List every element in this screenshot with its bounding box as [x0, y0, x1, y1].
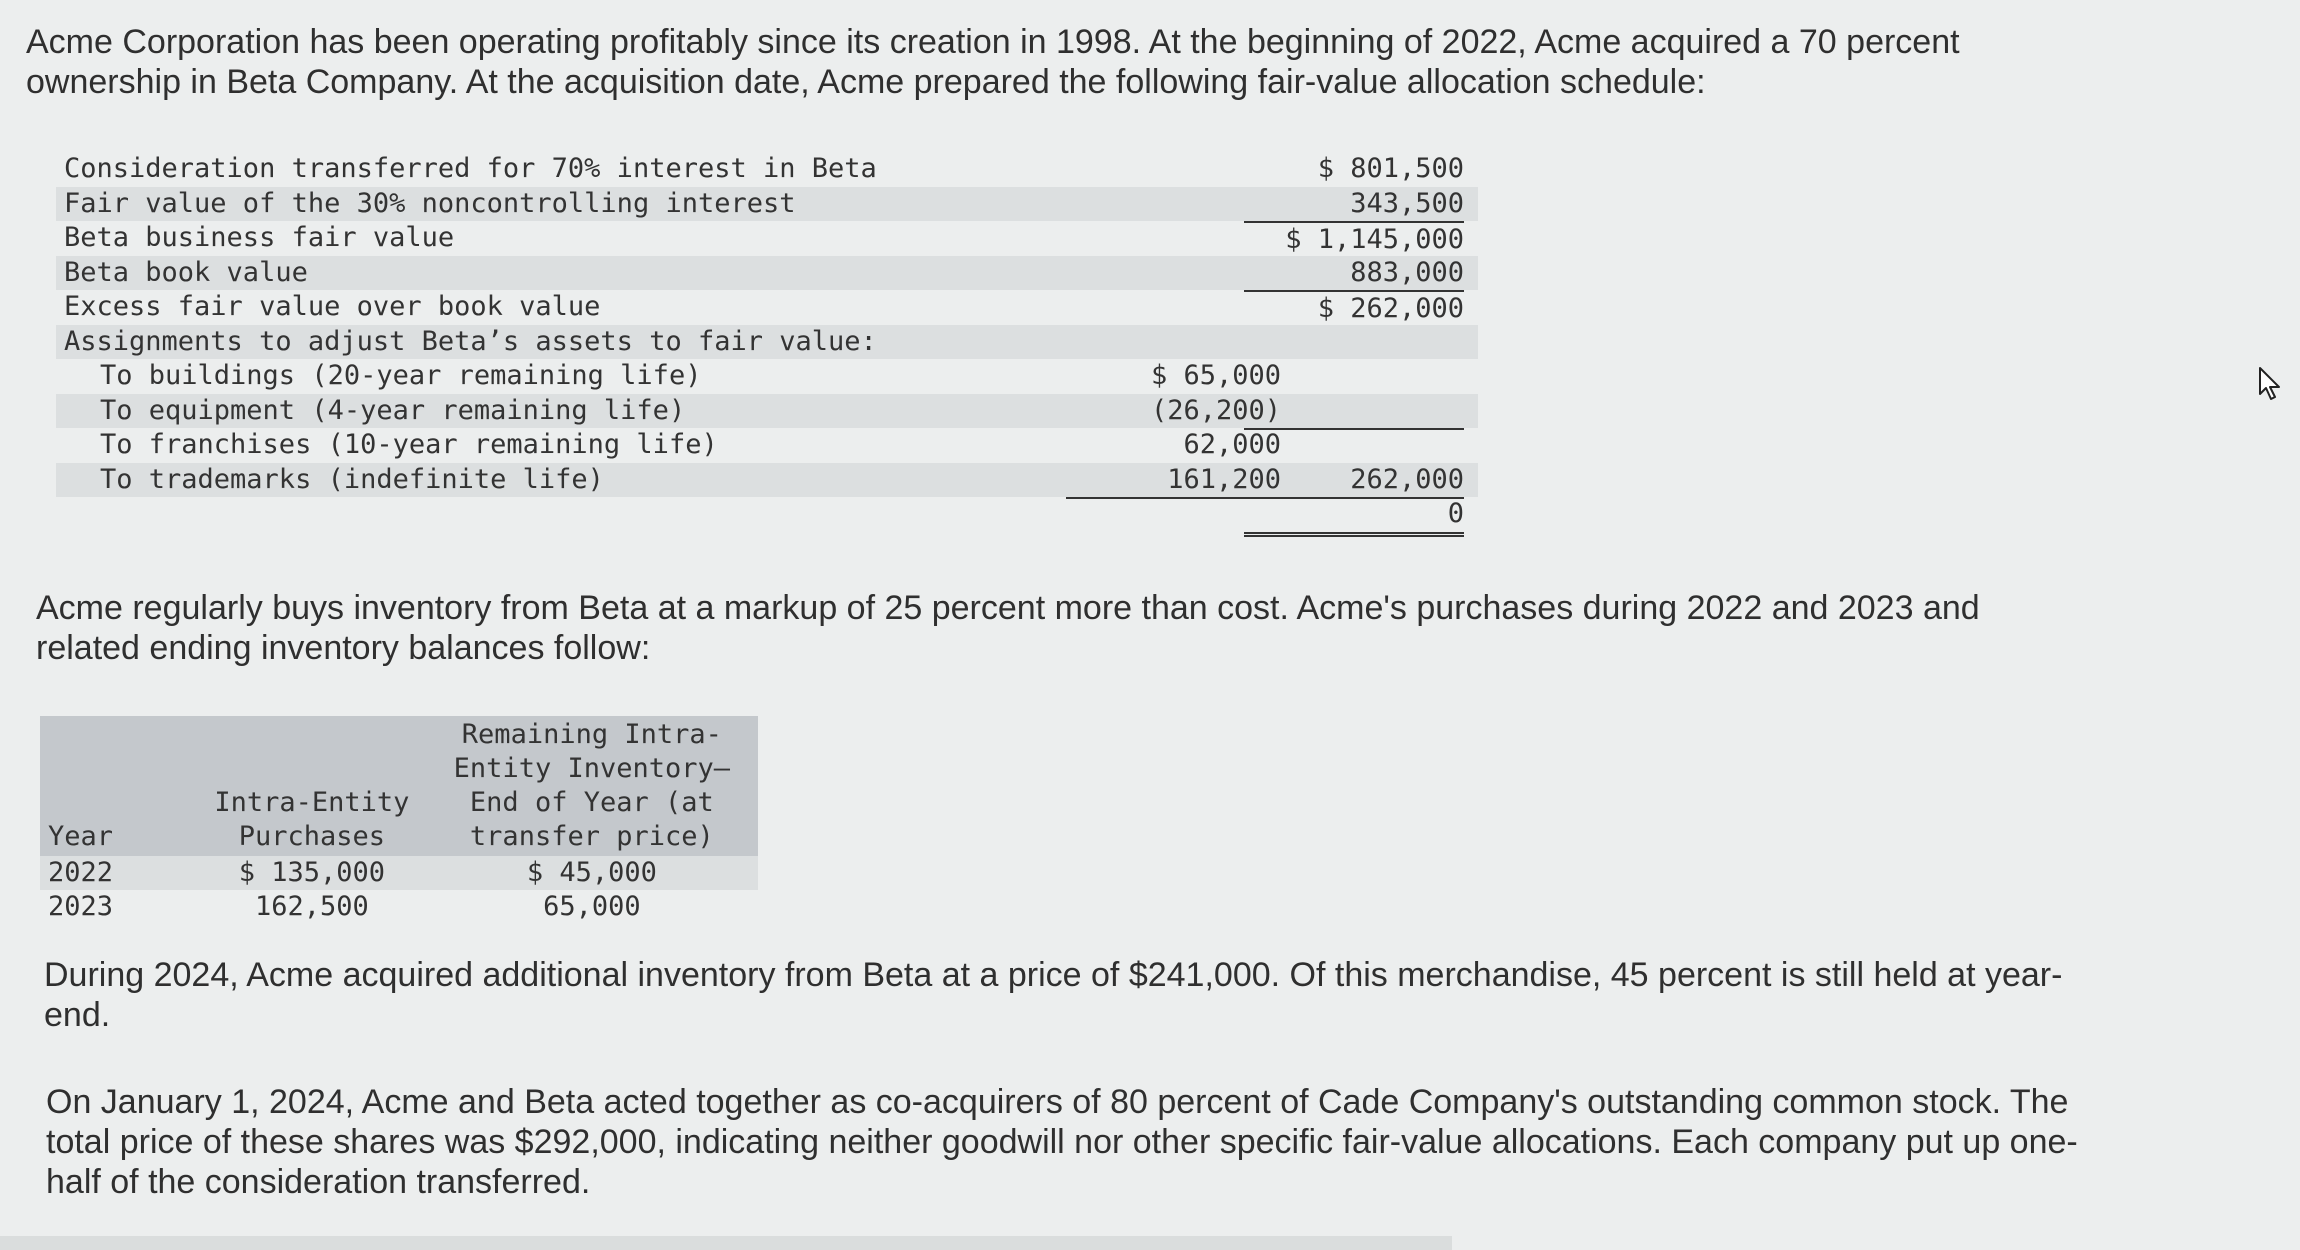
schedule-col2 — [1244, 428, 1464, 430]
schedule-row — [56, 428, 1478, 463]
schedule-row — [56, 187, 1478, 222]
inventory-remaining: $ 45,000 — [426, 856, 758, 890]
inventory-header-row — [40, 716, 758, 856]
schedule-label: Fair value of the 30% noncontrolling interest — [64, 187, 796, 219]
schedule-row — [56, 256, 1478, 291]
schedule-col1: (26,200) — [1150, 394, 1281, 426]
year-2024-paragraph: During 2024, Acme acquired additional inventory from Beta at a price of $241,000. Of this merchandise, 45 percent is still held at year-end. — [44, 956, 2063, 1034]
schedule-label: To equipment (4-year remaining life) — [100, 394, 686, 426]
schedule-label: Beta business fair value — [64, 222, 455, 253]
schedule-row — [56, 221, 1478, 256]
cade-paragraph: On January 1, 2024, Acme and Beta acted together as co-acquirers of 80 percent of Cade Company's outstanding common stock. The total price of these shares was $292,000, indicating neither goodwill nor other specific fair-value allocations. Each company put up one-half of the consideration transferred. — [46, 1083, 2078, 1201]
schedule-label: Assignments to adjust Beta’s assets to fair value: — [64, 325, 877, 357]
inventory-header-year: Year — [40, 716, 198, 856]
schedule-col2: 262,000 — [1244, 463, 1464, 500]
inventory-remaining: 65,000 — [543, 891, 641, 922]
bottom-scroll-area — [0, 1236, 1452, 1250]
schedule-label: To buildings (20-year remaining life) — [100, 360, 702, 391]
inventory-header-remaining: Remaining Intra-Entity Inventory—End of Year (at transfer price) — [426, 716, 758, 856]
schedule-row — [56, 152, 1478, 187]
table-row — [40, 856, 758, 890]
intro-paragraph: Acme Corporation has been operating profitably since its creation in 1998. At the beginning of 2022, Acme acquired a 70 percent ownership in Beta Company. At the acquisition date, Acme prepared the following fair-value allocation schedule: — [26, 23, 1960, 101]
schedule-label: Excess fair value over book value — [64, 291, 601, 322]
inventory-table — [40, 716, 758, 924]
schedule-row — [56, 463, 1478, 498]
schedule-label: Beta book value — [64, 256, 308, 288]
inventory-purchases: 162,500 — [254, 891, 369, 922]
inventory-year: 2022 — [40, 856, 198, 890]
schedule-row — [56, 497, 1478, 532]
schedule-col1: 62,000 — [1183, 429, 1281, 460]
schedule-row — [56, 290, 1478, 325]
mouse-pointer-icon — [2258, 366, 2284, 402]
schedule-col1: $ 65,000 — [1150, 360, 1281, 391]
schedule-row — [56, 359, 1478, 394]
schedule-label: Consideration transferred for 70% interest in Beta — [64, 153, 877, 184]
schedule-row — [56, 394, 1478, 429]
schedule-col2: 343,500 — [1350, 187, 1464, 219]
schedule-col2: $ 1,145,000 — [1244, 221, 1464, 258]
fair-value-allocation-schedule — [56, 152, 1478, 532]
schedule-col1: 161,200 — [1066, 463, 1281, 500]
inventory-header-purchases: Intra-Entity Purchases — [198, 716, 426, 856]
schedule-col2: 883,000 — [1350, 256, 1464, 288]
schedule-col2: $ 262,000 — [1244, 290, 1464, 327]
schedule-row — [56, 325, 1478, 360]
schedule-col2: 0 — [1244, 497, 1464, 537]
markup-paragraph: Acme regularly buys inventory from Beta at a markup of 25 percent more than cost. Acme's purchases during 2022 and 2023 and related ending inventory balances follow: — [36, 589, 1980, 667]
table-row — [40, 890, 758, 924]
inventory-purchases: $ 135,000 — [198, 856, 426, 890]
schedule-label: To franchises (10-year remaining life) — [100, 429, 718, 460]
schedule-col2: $ 801,500 — [1317, 153, 1464, 184]
schedule-label: To trademarks (indefinite life) — [100, 463, 604, 495]
inventory-year: 2023 — [48, 891, 114, 922]
